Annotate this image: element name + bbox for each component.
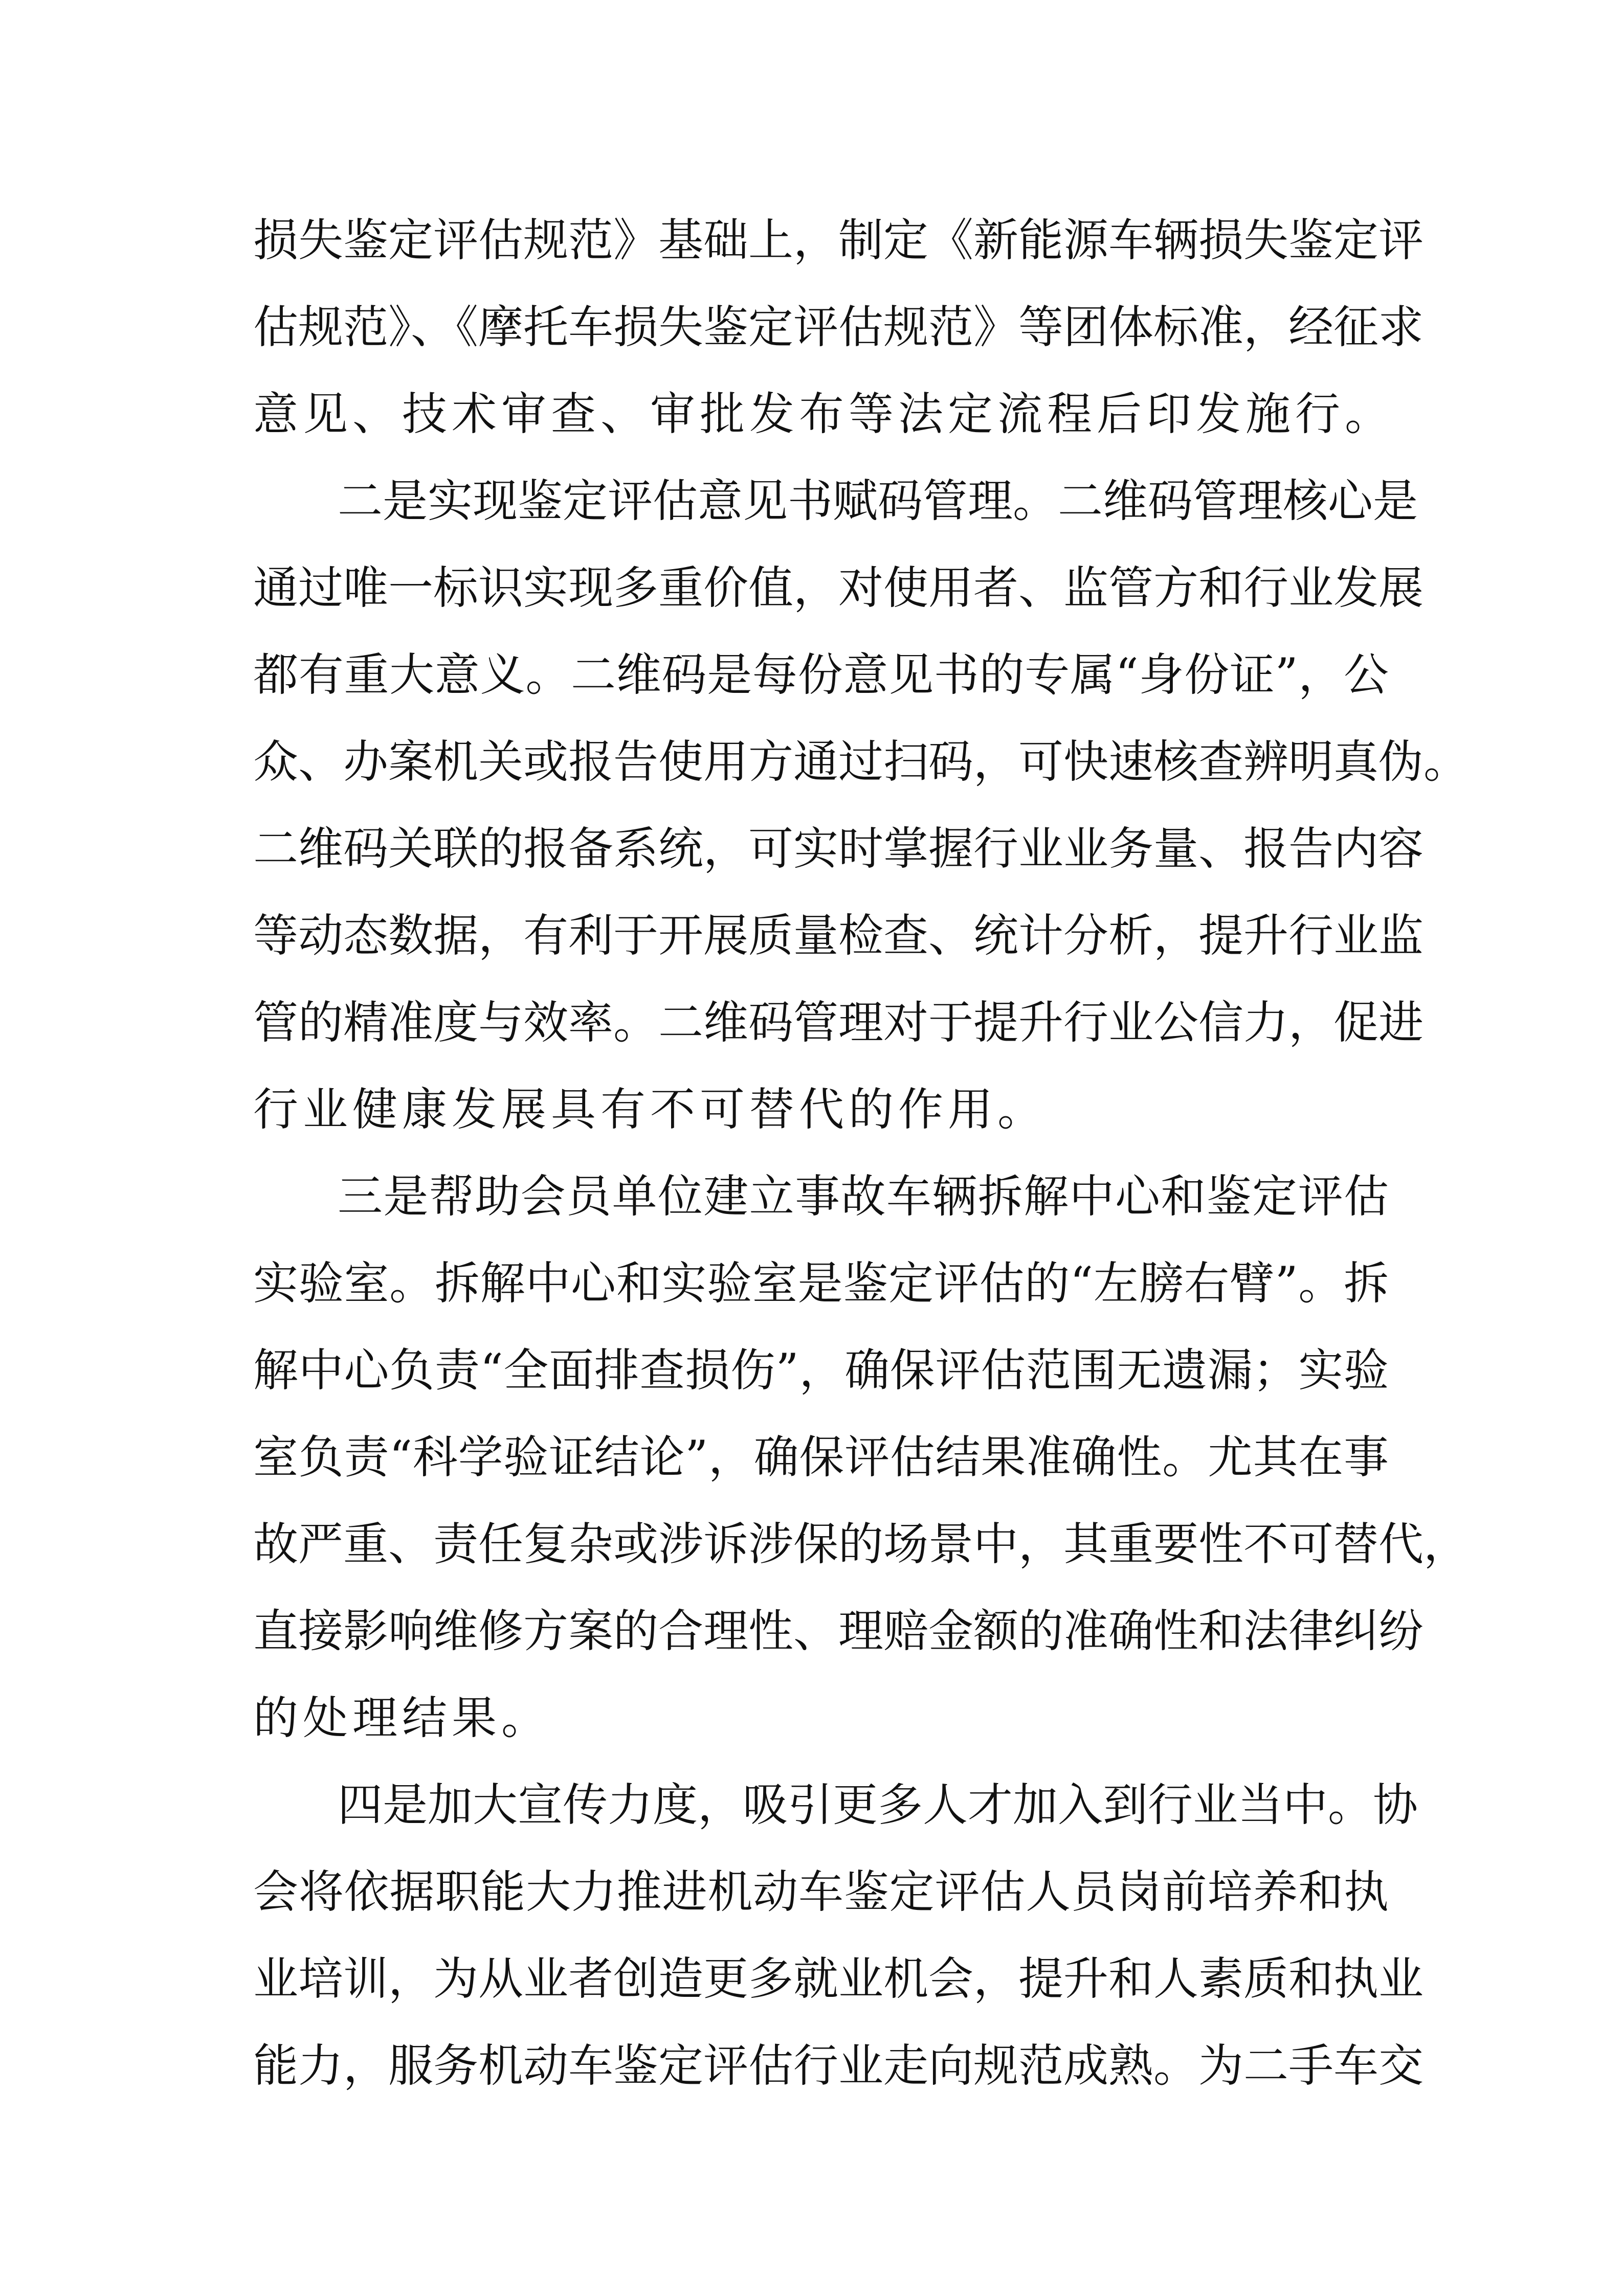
text-line: 意见、技术审查、审批发布等法定流程后印发施行。	[253, 388, 1395, 440]
text-line: 估规范》、《摩托车损失鉴定评估规范》等团体标准，经征求	[253, 301, 1424, 353]
text-line: 等动态数据，有利于开展质量检查、统计分析，提升行业监	[253, 909, 1424, 962]
text-line: 通过唯一标识实现多重价值，对使用者、监管方和行业发展	[253, 561, 1424, 614]
text-line: 的处理结果。	[253, 1692, 551, 1744]
text-line: 损失鉴定评估规范》基础上，制定《新能源车辆损失鉴定评	[253, 214, 1424, 266]
text-line: 故严重、责任复杂或涉诉涉保的场景中，其重要性不可替代，	[253, 1518, 1469, 1570]
text-line: 业培训，为从业者创造更多就业机会，提升和人素质和执业	[253, 1952, 1424, 2005]
text-line: 众、办案机关或报告使用方通过扫码，可快速核查辨明真伪。	[253, 735, 1469, 788]
text-line: 会将依据职能大力推进机动车鉴定评估人员岗前培养和执	[253, 1865, 1389, 1918]
text-line: 都有重大意义。二维码是每份意见书的专属“身份证”，公	[253, 648, 1389, 701]
text-line: 二维码关联的报备系统，可实时掌握行业业务量、报告内容	[253, 822, 1424, 875]
paragraph-first-line: 三是帮助会员单位建立事故车辆拆解中心和鉴定评估	[338, 1170, 1389, 1223]
text-line: 行业健康发展具有不可替代的作用。	[253, 1083, 1048, 1136]
paragraph-first-line: 二是实现鉴定评估意见书赋码管理。二维码管理核心是	[338, 475, 1418, 527]
text-line: 管的精准度与效率。二维码管理对于提升行业公信力，促进	[253, 996, 1424, 1049]
text-line: 室负责“科学验证结论”，确保评估结果准确性。尤其在事	[253, 1431, 1389, 1483]
text-line: 实验室。拆解中心和实验室是鉴定评估的“左膀右臂”。拆	[253, 1257, 1389, 1310]
text-line: 直接影响维修方案的合理性、理赔金额的准确性和法律纠纷	[253, 1605, 1424, 1657]
paragraph-first-line: 四是加大宣传力度，吸引更多人才加入到行业当中。协	[338, 1779, 1418, 1831]
text-line: 解中心负责“全面排查损伤”，确保评估范围无遗漏；实验	[253, 1344, 1389, 1397]
text-line: 能力，服务机动车鉴定评估行业走向规范成熟。为二手车交	[253, 2039, 1424, 2092]
